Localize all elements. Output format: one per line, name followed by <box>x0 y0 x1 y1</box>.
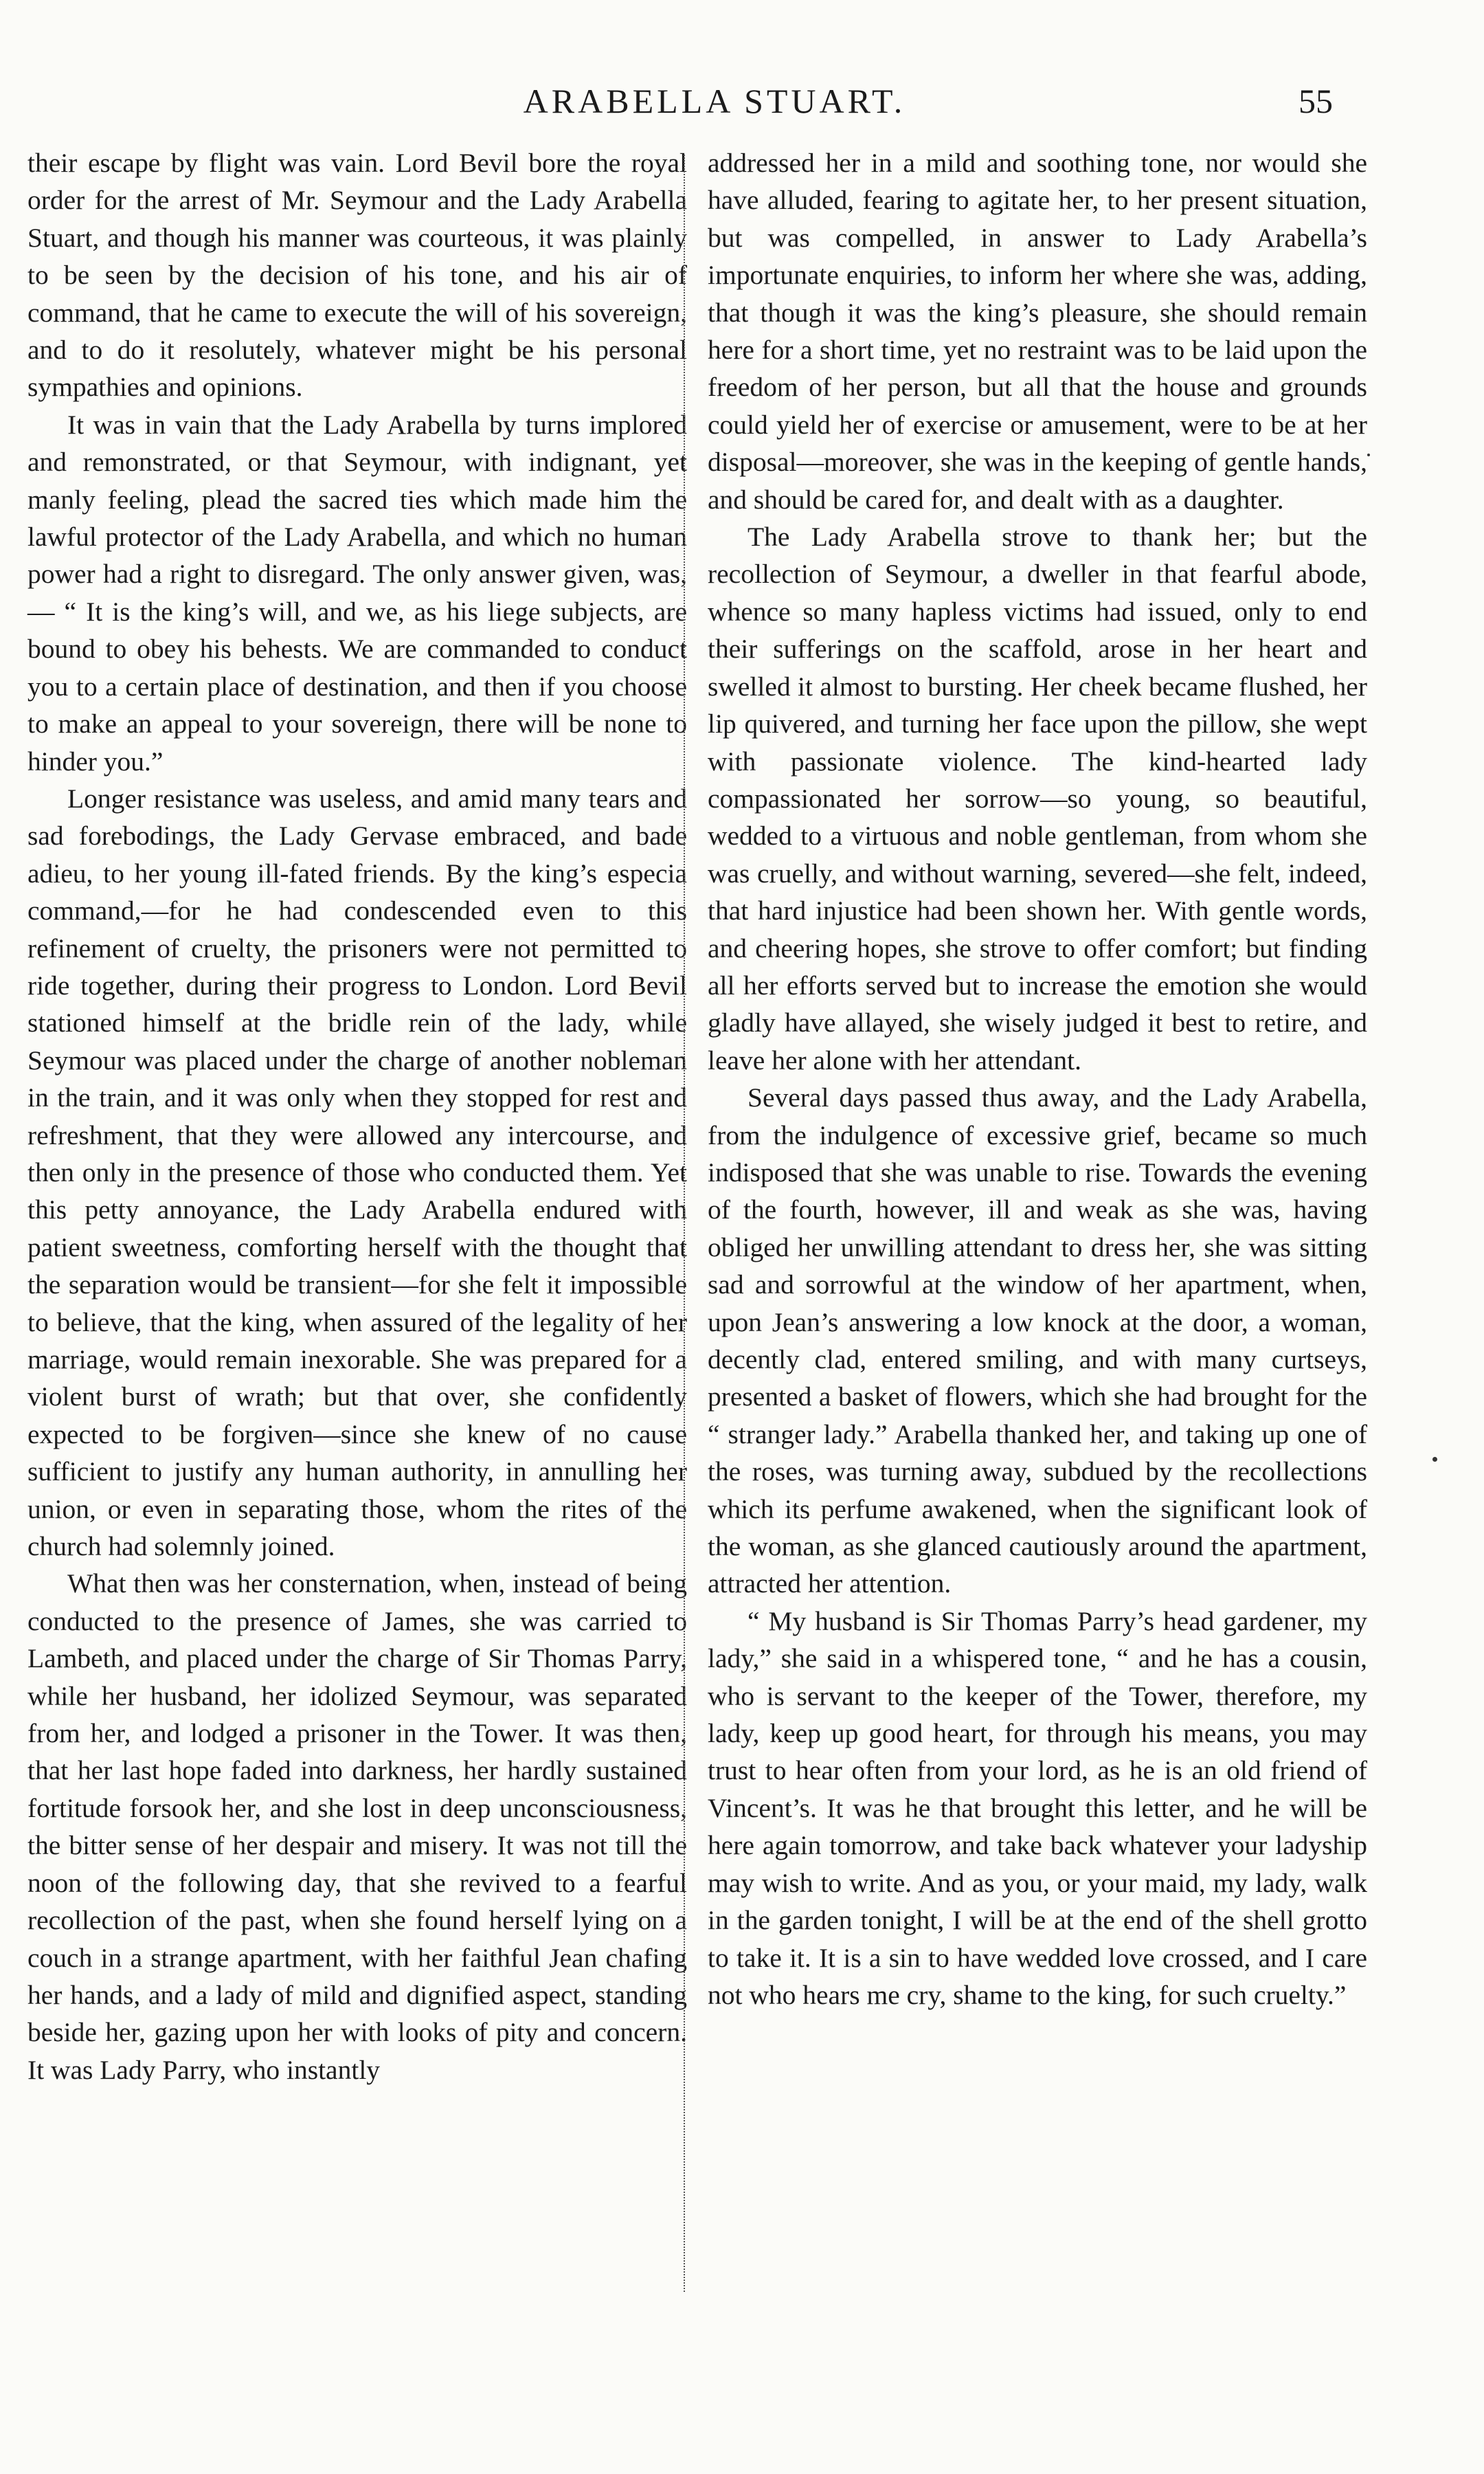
running-title: ARABELLA STUART. <box>523 82 906 120</box>
paragraph: addressed her in a mild and soothing tone, nor would she have alluded, fearing to agitate her, to her present situation, but was compelled, in answer to Lady Arabella’s importunate enquiries, to inform her where she was, adding, that though it was the king’s pleasure, she should remain here for a short time, yet no restraint was to be laid upon the freedom of her person, but all that the house and grounds could yield her of exercise or amusement, were to be at her disposal—moreover, she was in the keeping of gentle hands, and should be cared for, and dealt with as a daughter. <box>708 148 1367 515</box>
paragraph: Several days passed thus away, and the Lady Arabella, from the indulgence of excessive grief, became so much indisposed that she was unable to rise. Towards the evening of the fourth, however, ill and weak as she was, having obliged her unwilling attendant to dress her, she was sitting sad and sorrowful at the window of her apartment, when, upon Jean’s answering a low knock at the door, a woman, decently clad, entered smiling, and with many curtseys, presented a basket of flowers, which she had brought for the “ stranger lady.” Arabella thanked her, and taking up one of the roses, was turning away, subdued by the recollections which its perfume awakened, when the significant look of the woman, as she glanced cautiously around the apartment, attracted her attention. <box>708 1082 1367 1599</box>
paragraph: The Lady Arabella strove to thank her; but the recollection of Seymour, a dweller in that fearful abode, whence so many hapless victims had issued, only to end their sufferings on the scaffold, arose in her heart and swelled it almost to bursting. Her cheek became flushed, her lip quivered, and turning her face upon the pillow, she wept with passionate violence. The kind-hearted lady compassionated her sorrow—so young, so beautiful, wedded to a virtuous and noble gentleman, from whom she was cruelly, and without warning, severed—she felt, indeed, that hard injustice had been shown her. With gentle words, and cheering hopes, she strove to offer comfort; but finding all her efforts served but to increase the emotion she would gladly have allayed, she wisely judged it best to retire, and leave her alone with her attendant. <box>708 522 1367 1076</box>
paragraph: “ My husband is Sir Thomas Parry’s head gardener, my lady,” she said in a whispered tone, “ and he has a cousin, who is servant to the keeper of the Tower, therefore, my lady, keep up good heart, for through his means, you may trust to hear often from your lord, as he is an old friend of Vincent’s. It was he that brought this letter, and he will be here again tomorrow, and take back whatever your ladyship may wish to write. And as you, or your maid, my lady, walk in the garden tonight, I will be at the end of the shell grotto to take it. It is a sin to have wedded love crossed, and I care not who hears me cry, shame to the king, for such cruelty.” <box>708 1605 1367 2010</box>
paragraph: It was in vain that the Lady Arabella by turns implored and remonstrated, or that Seymour, with indignant, yet manly feeling, plead the sacred ties which made him the lawful protector of the Lady Arabella, and which no human power had a right to disregard. The only answer given, was,— “ It is the king’s will, and we, as his liege subjects, are bound to obey his behests. We are commanded to conduct you to a certain place of destination, and then if you choose to make an appeal to your sovereign, there will be none to hinder you.” <box>27 409 687 777</box>
paragraph: their escape by flight was vain. Lord Bevil bore the royal order for the arrest of Mr. Seymour and the Lady Arabella Stuart, and though his manner was courteous, it was plainly to be seen by the decision of his tone, and his air of command, that he came to execute the will of his sovereign, and to do it resolutely, whatever might be his personal sympathies and opinions. <box>27 148 687 403</box>
ink-speck <box>1367 454 1370 456</box>
ink-speck <box>1432 1457 1437 1462</box>
paragraph: What then was her consternation, when, instead of being conducted to the presence of James, she was carried to Lambeth, and placed under the charge of Sir Thomas Parry, while her husband, her idolized Seymour, was separated from her, and lodged a prisoner in the Tower. It was then, that her last hope faded into darkness, her hardly sustained fortitude forsook her, and she lost in deep unconsciousness, the bitter sense of her despair and misery. It was not till the noon of the following day, that she revived to a fearful recollection of the past, when she found herself lying on a couch in a strange apartment, with her faithful Jean chafing her hands, and a lady of mild and dignified aspect, standing beside her, gazing upon her with looks of pity and concern. It was Lady Parry, who instantly <box>27 1568 687 2085</box>
running-header <box>0 81 1484 129</box>
column-divider <box>684 155 685 2292</box>
paragraph: Longer resistance was useless, and amid many tears and sad forebodings, the Lady Gervase embraced, and bade adieu, to her young ill-fated friends. By the king’s especia command,—for he had condescended even to this refinement of cruelty, the prisoners were not permitted to ride together, during their progress to London. Lord Bevil stationed himself at the bridle rein of the lady, while Seymour was placed under the charge of another nobleman in the train, and it was only when they stopped for rest and refreshment, that they were allowed any intercourse, and then only in the presence of those who conducted them. Yet this petty annoyance, the Lady Arabella endured with patient sweetness, comforting herself with the thought that the separation would be transient—for she felt it impossible to believe, that the king, when assured of the legality of her marriage, would remain inexorable. She was prepared for a violent burst of wrath; but that over, she confidently expected to be forgiven—since she knew of no cause sufficient to justify any human authority, in annulling her union, or even in separating those, whom the rites of the church had solemnly joined. <box>27 783 687 1562</box>
left-column <box>27 144 687 2088</box>
page-number: 55 <box>1298 82 1333 120</box>
right-column <box>708 144 1367 2014</box>
